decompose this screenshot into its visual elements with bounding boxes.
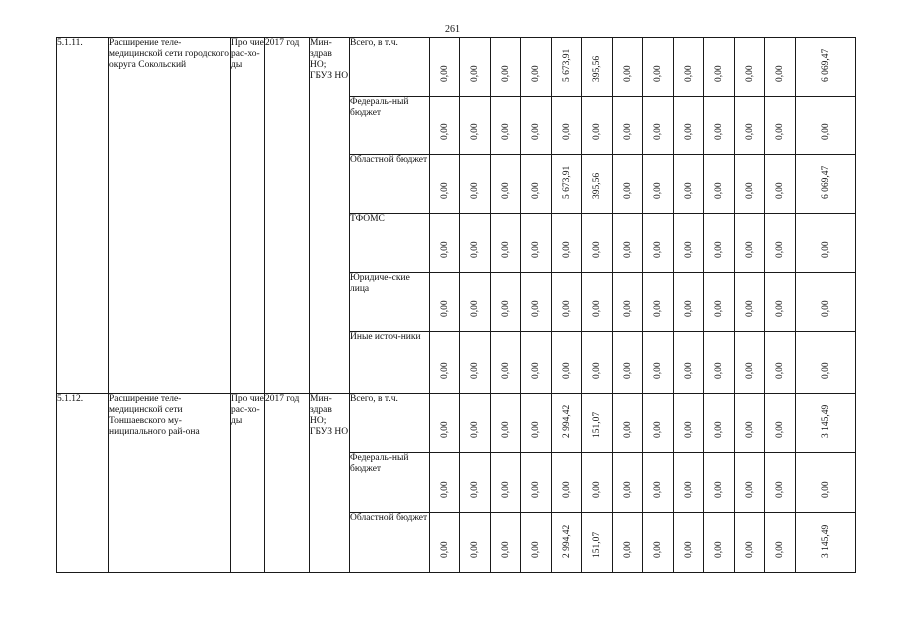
amount-value: 0,00: [653, 421, 663, 438]
amount-cell: [765, 513, 796, 573]
amount-cell: [765, 155, 796, 214]
amount-value: 6 069,47: [820, 48, 831, 82]
amount-cell: [643, 155, 674, 214]
amount-cell: [460, 38, 491, 97]
amount-cell: [430, 453, 460, 513]
amount-value: 0,00: [775, 541, 785, 558]
amount-value: 0,00: [592, 481, 602, 498]
amount-cell: [613, 332, 643, 394]
amount-value: 0,00: [714, 362, 724, 379]
amount-cell: [735, 214, 765, 273]
amount-cell: [552, 394, 582, 453]
funding-source: Всего, в т.ч.: [350, 38, 430, 97]
amount-value: 0,00: [744, 300, 755, 317]
amount-value: 0,00: [561, 362, 572, 379]
amount-cell: [613, 38, 643, 97]
amount-value: 0,00: [653, 182, 663, 199]
amount-value: 0,00: [683, 421, 694, 438]
amount-value: 0,00: [470, 481, 480, 498]
amount-cell: [430, 97, 460, 155]
amount-cell: [521, 155, 552, 214]
amount-value: 0,00: [500, 421, 511, 438]
amount-value: 0,00: [500, 300, 511, 317]
amount-cell: [582, 214, 613, 273]
item-code: 5.1.12.: [57, 394, 109, 573]
amount-cell: [552, 155, 582, 214]
amount-cell: [613, 155, 643, 214]
amount-cell: [765, 453, 796, 513]
amount-value: 0,00: [820, 362, 831, 379]
amount-value: 0,00: [653, 123, 663, 140]
amount-value: 0,00: [622, 541, 633, 558]
amount-value: 0,00: [439, 123, 450, 140]
funding-source: Областной бюджет: [350, 513, 430, 573]
table-row: [57, 394, 856, 453]
amount-cell: [460, 273, 491, 332]
amount-value: 0,00: [683, 123, 694, 140]
amount-cell: [643, 97, 674, 155]
amount-value: 0,00: [531, 541, 541, 558]
amount-value: 0,00: [744, 241, 755, 258]
amount-cell: [460, 394, 491, 453]
amount-cell: [735, 97, 765, 155]
amount-cell: [765, 273, 796, 332]
amount-cell: [613, 513, 643, 573]
amount-value: 0,00: [439, 65, 450, 82]
amount-value: 0,00: [714, 241, 724, 258]
amount-cell: [491, 394, 521, 453]
amount-value: 3 145,49: [820, 524, 831, 558]
amount-cell: [704, 453, 735, 513]
amount-cell: [643, 513, 674, 573]
amount-cell: [430, 214, 460, 273]
amount-value: 0,00: [744, 182, 755, 199]
amount-value: 0,00: [470, 65, 480, 82]
amount-value: 151,07: [592, 531, 602, 558]
amount-cell: [552, 513, 582, 573]
amount-cell: [613, 97, 643, 155]
funding-source: Областной бюджет: [350, 155, 430, 214]
amount-cell: [704, 273, 735, 332]
amount-value: 0,00: [622, 362, 633, 379]
amount-value: 0,00: [714, 481, 724, 498]
funding-source: Федераль-ный бюджет: [350, 97, 430, 155]
amount-value: 0,00: [531, 65, 541, 82]
amount-value: 0,00: [470, 541, 480, 558]
amount-value: 0,00: [531, 300, 541, 317]
amount-cell: [491, 332, 521, 394]
amount-value: 0,00: [775, 421, 785, 438]
amount-cell: [674, 332, 704, 394]
amount-value: 0,00: [500, 362, 511, 379]
amount-value: 0,00: [714, 421, 724, 438]
amount-cell: [674, 97, 704, 155]
page-number: 261: [445, 24, 460, 35]
amount-value: 0,00: [561, 123, 572, 140]
amount-cell: [521, 513, 552, 573]
amount-value: 395,56: [592, 55, 602, 82]
amount-value: 0,00: [531, 421, 541, 438]
amount-cell: [735, 394, 765, 453]
amount-value: 0,00: [744, 481, 755, 498]
amount-cell: [521, 273, 552, 332]
amount-cell: [704, 38, 735, 97]
amount-value: 0,00: [653, 481, 663, 498]
amount-cell: [704, 513, 735, 573]
amount-value: 0,00: [714, 300, 724, 317]
amount-value: 0,00: [683, 241, 694, 258]
amount-cell: [491, 38, 521, 97]
amount-value: 0,00: [714, 541, 724, 558]
item-code: 5.1.11.: [57, 38, 109, 394]
amount-value: 0,00: [683, 182, 694, 199]
amount-value: 0,00: [820, 241, 831, 258]
amount-cell: [643, 453, 674, 513]
amount-cell: [430, 394, 460, 453]
amount-cell: [643, 38, 674, 97]
amount-cell: [552, 453, 582, 513]
amount-value: 5 673,91: [561, 48, 572, 82]
amount-value: 0,00: [592, 123, 602, 140]
amount-cell: [704, 155, 735, 214]
amount-cell: [460, 97, 491, 155]
amount-cell: [521, 38, 552, 97]
amount-value: 0,00: [439, 362, 450, 379]
amount-value: 0,00: [439, 481, 450, 498]
amount-value: 0,00: [531, 182, 541, 199]
amount-cell: [796, 38, 856, 97]
amount-value: 0,00: [683, 362, 694, 379]
amount-value: 0,00: [683, 541, 694, 558]
table-body: [57, 38, 856, 573]
table-row: [57, 38, 856, 97]
amount-value: 0,00: [683, 481, 694, 498]
amount-cell: [613, 214, 643, 273]
amount-value: 0,00: [500, 241, 511, 258]
amount-value: 0,00: [622, 300, 633, 317]
amount-cell: [582, 273, 613, 332]
amount-cell: [735, 453, 765, 513]
item-name: Расширение теле-медицинской сети Тоншаевского му-ниципального рай-она: [109, 394, 231, 573]
amount-cell: [491, 273, 521, 332]
amount-cell: [430, 332, 460, 394]
amount-value: 0,00: [439, 300, 450, 317]
item-executor: Мин-здрав НО; ГБУЗ НО: [310, 38, 350, 394]
amount-cell: [552, 214, 582, 273]
amount-cell: [643, 214, 674, 273]
amount-cell: [521, 214, 552, 273]
amount-cell: [765, 38, 796, 97]
amount-value: 0,00: [531, 241, 541, 258]
amount-value: 2 994,42: [561, 404, 572, 438]
amount-cell: [674, 155, 704, 214]
amount-value: 0,00: [714, 123, 724, 140]
amount-cell: [735, 332, 765, 394]
amount-cell: [674, 214, 704, 273]
amount-value: 0,00: [592, 300, 602, 317]
amount-cell: [521, 453, 552, 513]
amount-value: 0,00: [653, 300, 663, 317]
amount-value: 0,00: [775, 481, 785, 498]
amount-value: 3 145,49: [820, 404, 831, 438]
amount-cell: [674, 273, 704, 332]
item-year: 2017 год: [265, 38, 310, 394]
amount-cell: [552, 97, 582, 155]
amount-cell: [643, 394, 674, 453]
amount-value: 0,00: [500, 481, 511, 498]
amount-cell: [796, 273, 856, 332]
amount-value: 0,00: [439, 541, 450, 558]
amount-value: 0,00: [820, 481, 831, 498]
amount-cell: [613, 453, 643, 513]
amount-value: 0,00: [500, 182, 511, 199]
expense-type: Про чие рас-хо-ды: [231, 394, 265, 573]
amount-cell: [582, 97, 613, 155]
amount-cell: [491, 214, 521, 273]
amount-value: 0,00: [592, 362, 602, 379]
amount-value: 0,00: [653, 362, 663, 379]
amount-cell: [491, 155, 521, 214]
amount-value: 0,00: [622, 182, 633, 199]
amount-value: 0,00: [531, 481, 541, 498]
item-executor: Мин-здрав НО; ГБУЗ НО: [310, 394, 350, 573]
item-year: 2017 год: [265, 394, 310, 573]
amount-cell: [582, 332, 613, 394]
amount-value: 0,00: [531, 362, 541, 379]
amount-value: 0,00: [653, 241, 663, 258]
amount-value: 0,00: [683, 300, 694, 317]
amount-value: 0,00: [470, 421, 480, 438]
amount-cell: [460, 332, 491, 394]
amount-cell: [704, 332, 735, 394]
amount-cell: [765, 394, 796, 453]
amount-cell: [643, 332, 674, 394]
amount-value: 0,00: [744, 421, 755, 438]
amount-value: 0,00: [470, 241, 480, 258]
amount-value: 0,00: [744, 123, 755, 140]
amount-value: 0,00: [775, 362, 785, 379]
amount-cell: [765, 97, 796, 155]
amount-cell: [491, 453, 521, 513]
amount-value: 0,00: [744, 541, 755, 558]
amount-value: 0,00: [531, 123, 541, 140]
amount-cell: [796, 214, 856, 273]
amount-value: 0,00: [470, 182, 480, 199]
amount-cell: [643, 273, 674, 332]
amount-cell: [704, 394, 735, 453]
amount-cell: [582, 155, 613, 214]
funding-source: Федераль-ный бюджет: [350, 453, 430, 513]
amount-cell: [460, 453, 491, 513]
amount-cell: [796, 453, 856, 513]
amount-cell: [582, 394, 613, 453]
amount-value: 0,00: [622, 65, 633, 82]
amount-cell: [430, 155, 460, 214]
amount-value: 0,00: [714, 182, 724, 199]
amount-cell: [735, 155, 765, 214]
amount-cell: [735, 273, 765, 332]
amount-cell: [552, 273, 582, 332]
amount-cell: [460, 513, 491, 573]
amount-value: 0,00: [775, 241, 785, 258]
amount-value: 0,00: [592, 241, 602, 258]
amount-cell: [674, 38, 704, 97]
amount-cell: [491, 97, 521, 155]
amount-value: 0,00: [714, 65, 724, 82]
amount-value: 0,00: [775, 182, 785, 199]
amount-value: 2 994,42: [561, 524, 572, 558]
funding-source: Всего, в т.ч.: [350, 394, 430, 453]
amount-cell: [674, 453, 704, 513]
amount-value: 395,56: [592, 172, 602, 199]
amount-value: 0,00: [622, 481, 633, 498]
funding-source: ТФОМС: [350, 214, 430, 273]
amount-value: 0,00: [622, 421, 633, 438]
amount-value: 6 069,47: [820, 165, 831, 199]
amount-value: 0,00: [744, 65, 755, 82]
amount-cell: [491, 513, 521, 573]
amount-value: 0,00: [820, 123, 831, 140]
amount-cell: [552, 332, 582, 394]
item-name: Расширение теле-медицинской сети городского округа Сокольский: [109, 38, 231, 394]
amount-value: 0,00: [500, 65, 511, 82]
amount-value: 0,00: [622, 241, 633, 258]
amount-value: 0,00: [683, 65, 694, 82]
amount-value: 0,00: [622, 123, 633, 140]
amount-value: 0,00: [561, 300, 572, 317]
amount-value: 0,00: [775, 300, 785, 317]
amount-cell: [460, 214, 491, 273]
amount-value: 0,00: [470, 300, 480, 317]
amount-cell: [582, 38, 613, 97]
amount-value: 0,00: [439, 421, 450, 438]
amount-cell: [521, 332, 552, 394]
amount-cell: [582, 513, 613, 573]
amount-value: 0,00: [561, 481, 572, 498]
amount-value: 0,00: [500, 541, 511, 558]
funding-source: Юридиче-ские лица: [350, 273, 430, 332]
amount-cell: [796, 155, 856, 214]
amount-value: 0,00: [470, 362, 480, 379]
amount-cell: [430, 273, 460, 332]
expense-type: Про чие рас-хо-ды: [231, 38, 265, 394]
funding-source: Иные источ-ники: [350, 332, 430, 394]
amount-cell: [613, 273, 643, 332]
amount-value: 5 673,91: [561, 165, 572, 199]
amount-value: 0,00: [775, 65, 785, 82]
amount-value: 0,00: [744, 362, 755, 379]
amount-cell: [674, 394, 704, 453]
amount-cell: [796, 332, 856, 394]
amount-value: 0,00: [820, 300, 831, 317]
amount-value: 0,00: [653, 65, 663, 82]
amount-cell: [430, 38, 460, 97]
amount-value: 0,00: [500, 123, 511, 140]
amount-cell: [521, 97, 552, 155]
amount-cell: [674, 513, 704, 573]
amount-cell: [704, 214, 735, 273]
amount-cell: [430, 513, 460, 573]
amount-cell: [765, 214, 796, 273]
amount-cell: [460, 155, 491, 214]
amount-value: 0,00: [470, 123, 480, 140]
amount-cell: [765, 332, 796, 394]
amount-cell: [735, 513, 765, 573]
amount-value: 151,07: [592, 411, 602, 438]
amount-cell: [796, 97, 856, 155]
amount-value: 0,00: [653, 541, 663, 558]
amount-cell: [552, 38, 582, 97]
amount-cell: [704, 97, 735, 155]
amount-value: 0,00: [439, 241, 450, 258]
amount-cell: [796, 394, 856, 453]
amount-value: 0,00: [439, 182, 450, 199]
amount-cell: [521, 394, 552, 453]
amount-value: 0,00: [561, 241, 572, 258]
budget-table: [56, 37, 856, 573]
amount-cell: [582, 453, 613, 513]
amount-cell: [796, 513, 856, 573]
amount-value: 0,00: [775, 123, 785, 140]
amount-cell: [613, 394, 643, 453]
amount-cell: [735, 38, 765, 97]
